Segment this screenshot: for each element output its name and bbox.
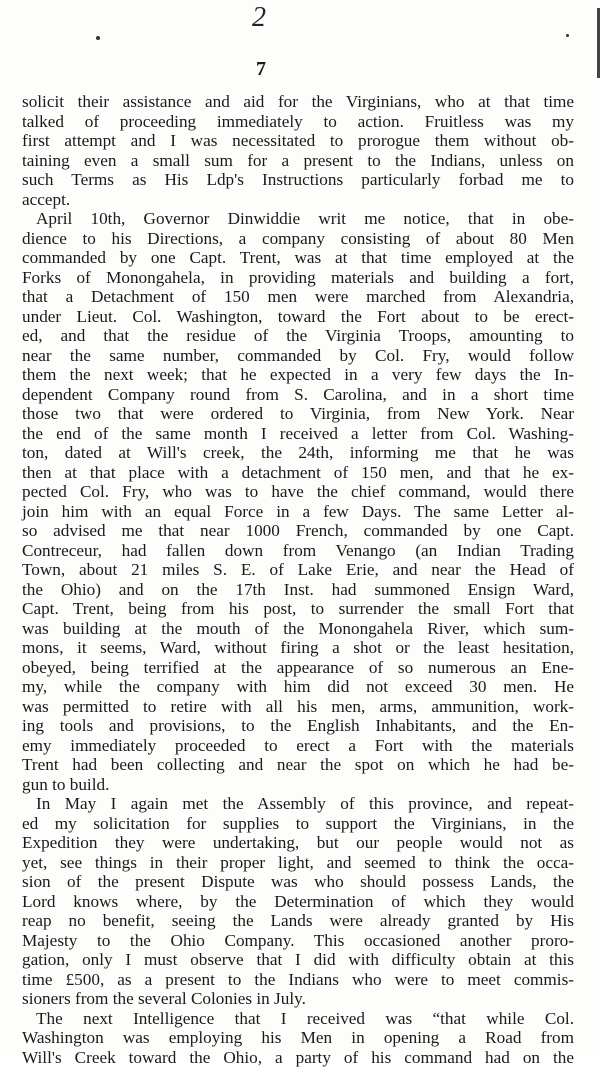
text-line: Forks of Monongahela, in providing materials and building a fort, [22, 268, 574, 288]
page-number: 7 [256, 58, 266, 81]
handwritten-mark: 2 [252, 2, 266, 34]
text-line: obeyed, being terrified at the appearance of so numerous an Ene- [22, 658, 574, 678]
text-line: Town, about 21 miles S. E. of Lake Erie, and near the Head of [22, 560, 574, 580]
text-line: solicit their assistance and aid for the Virginians, who at that time [22, 92, 574, 112]
text-line: those two that were ordered to Virginia, from New York. Near [22, 404, 574, 424]
text-line: dience to his Directions, a company consisting of about 80 Men [22, 229, 574, 249]
text-line: dependent Company round from S. Carolina, and in a short time [22, 385, 574, 405]
text-line: first attempt and I was necessitated to prorogue them without ob- [22, 131, 574, 151]
text-line: taining even a small sum for a present to the Indians, unless on [22, 151, 574, 171]
text-line: my, while the company with him did not exceed 30 men. He [22, 677, 574, 697]
body-text [22, 92, 574, 1067]
text-line: join him with an equal Force in a few Days. The same Letter al- [22, 502, 574, 522]
text-line: then at that place with a detachment of 150 men, and that he ex- [22, 463, 574, 483]
text-line: Washington was employing his Men in opening a Road from [22, 1028, 574, 1048]
text-line: commanded by one Capt. Trent, was at that time employed at the [22, 248, 574, 268]
text-line: reap no benefit, seeing the Lands were already granted by His [22, 911, 574, 931]
ink-speck [566, 34, 569, 37]
text-line: Majesty to the Ohio Company. This occasioned another proro- [22, 931, 574, 951]
ink-speck [96, 36, 100, 40]
text-line: ed my solicitation for supplies to support the Virginians, in the [22, 814, 574, 834]
text-line: Capt. Trent, being from his post, to surrender the small Fort that [22, 599, 574, 619]
text-line: Lord knows where, by the Determination of which they would [22, 892, 574, 912]
text-line: ing tools and provisions, to the English Inhabitants, and the En- [22, 716, 574, 736]
text-line: accept. [22, 190, 574, 210]
text-line: gation, only I must observe that I did with difficulty obtain at this [22, 950, 574, 970]
text-line: that a Detachment of 150 men were marched from Alexandria, [22, 287, 574, 307]
text-line: under Lieut. Col. Washington, toward the Fort about to be erect- [22, 307, 574, 327]
text-line: Expedition they were undertaking, but our people would not as [22, 833, 574, 853]
text-line: such Terms as His Ldp's Instructions particularly forbad me to [22, 170, 574, 190]
text-line: sioners from the several Colonies in July. [22, 989, 574, 1009]
text-line: emy immediately proceeded to erect a Fort with the materials [22, 736, 574, 756]
text-line: In May I again met the Assembly of this province, and repeat- [22, 794, 574, 814]
text-line: gun to build. [22, 775, 574, 795]
text-line: ton, dated at Will's creek, the 24th, informing me that he was [22, 443, 574, 463]
text-line: time £500, as a present to the Indians who were to meet commis- [22, 970, 574, 990]
text-line: near the same number, commanded by Col. Fry, would follow [22, 346, 574, 366]
text-line: Trent had been collecting and near the spot on which he had be- [22, 755, 574, 775]
text-line: April 10th, Governor Dinwiddie writ me notice, that in obe- [22, 209, 574, 229]
text-line: sion of the present Dispute was who should possess Lands, the [22, 872, 574, 892]
text-line: the Ohio) and on the 17th Inst. had summoned Ensign Ward, [22, 580, 574, 600]
text-line: them the next week; that he expected in a very few days the In- [22, 365, 574, 385]
text-line: the end of the same month I received a letter from Col. Washing- [22, 424, 574, 444]
text-line: The next Intelligence that I received was “that while Col. [22, 1009, 574, 1029]
text-line: mons, it seems, Ward, without firing a shot or the least hesitation, [22, 638, 574, 658]
text-line: was building at the mouth of the Monongahela River, which sum- [22, 619, 574, 639]
text-line: talked of proceeding immediately to action. Fruitless was my [22, 112, 574, 132]
text-line: yet, see things in their proper light, and seemed to think the occa- [22, 853, 574, 873]
text-line: ed, and that the residue of the Virginia Troops, amounting to [22, 326, 574, 346]
text-line: so advised me that near 1000 French, commanded by one Capt. [22, 521, 574, 541]
text-line: pected Col. Fry, who was to have the chief command, would there [22, 482, 574, 502]
text-line: Contreceur, had fallen down from Venango (an Indian Trading [22, 541, 574, 561]
text-line: was permitted to retire with all his men, arms, ammunition, work- [22, 697, 574, 717]
text-line: Will's Creek toward the Ohio, a party of his command had on the [22, 1048, 574, 1067]
